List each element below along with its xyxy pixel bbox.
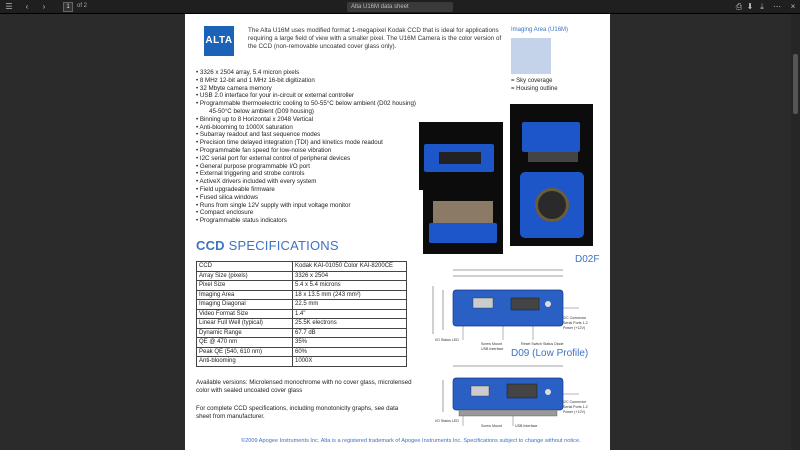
feature-item: • 8 MHz 12-bit and 1 MHz 16-bit digitization (196, 77, 426, 85)
ccd-specifications-heading: CCD SPECIFICATIONS (196, 238, 339, 253)
page-number-input[interactable]: 1 (63, 2, 73, 12)
imaging-area-key: = Sky coverage = Housing outline (511, 78, 558, 92)
feature-item: • Programmable fan speed for low-noise vibration (196, 147, 426, 155)
diagram-note: Power (+12V) (563, 326, 586, 330)
feature-item: • USB 2.0 interface for your in-circuit or external controller (196, 92, 426, 100)
spec-row (197, 300, 407, 310)
scrollbar-track[interactable] (791, 14, 800, 450)
feature-item: • Anti-blooming to 1000X saturation (196, 124, 426, 132)
spec-row (197, 347, 407, 357)
camera-photo-fins (423, 189, 503, 254)
feature-item: 45-50°C below ambient (D09 housing) (209, 107, 314, 115)
ccd-spec-table (196, 261, 407, 367)
spec-row (197, 290, 407, 300)
feature-item: • Compact enclosure (196, 209, 426, 217)
document-title-field[interactable]: Alta U16M data sheet (347, 2, 453, 12)
spec-label: Video Format Size (197, 309, 293, 319)
feature-item: • Binning up to 8 Horizontal x 2048 Vertical (196, 116, 426, 124)
spec-value: 5.4 x 5.4 microns (293, 281, 407, 291)
spec-value: 1000X (293, 357, 407, 367)
diagram-note: Serial Ports 1-2 (563, 405, 588, 409)
feature-item: • 3326 x 2504 array, 5.4 micron pixels (196, 69, 426, 77)
viewer-toolbar (0, 0, 800, 14)
spec-value: 18 x 13.5 mm (243 mm²) (293, 290, 407, 300)
imaging-area-graphic (511, 38, 551, 74)
feature-item: • External triggering and strobe controls (196, 170, 426, 178)
spec-label: Linear Full Well (typical) (197, 319, 293, 329)
diagram-note: Screw Mount (481, 342, 502, 346)
feature-item: • General purpose programmable I/O port (196, 163, 426, 171)
feature-item: • ActiveX drivers included with every system (196, 178, 426, 186)
feature-item: • Precision time delayed integration (TDI) and kinetics mode readout (196, 139, 426, 147)
diagram-label-d09: D09 (Low Profile) (511, 348, 589, 359)
spec-label: Pixel Size (197, 281, 293, 291)
spec-row (197, 262, 407, 272)
diagram-note: I/O Status LED (435, 338, 459, 342)
print-icon[interactable]: ⎙ (735, 2, 743, 11)
diagram-note: I2C Connector (563, 316, 587, 320)
camera-photo-front (419, 122, 503, 190)
spec-label: Imaging Diagonal (197, 300, 293, 310)
sidebar-toggle-icon[interactable]: ☰ (5, 2, 13, 11)
spec-label: QE @ 470 nm (197, 338, 293, 348)
spec-label: Dynamic Range (197, 328, 293, 338)
spec-row (197, 328, 407, 338)
intro-paragraph: The Alta U16M uses modified format 1-megapixel Kodak CCD that is ideal for applications requiring a large field of view with a smaller pixel. The U16M Camera is the color version of the CCD (non-removable uncoated cover glass only). (248, 27, 502, 50)
page-total-label: of 2 (77, 3, 88, 9)
spec-value: Kodak KAI-01050 Color KAI-8200CE (293, 262, 407, 272)
feature-item: • Programmable thermoelectric cooling to 50-55°C below ambient (D02 housing) (196, 100, 426, 108)
spec-label: Array Size (pixels) (197, 271, 293, 281)
close-icon[interactable]: × (790, 2, 796, 11)
diagram-note: Reset Switch Status Diode (521, 342, 564, 346)
diagram-note: USB Interface (481, 347, 504, 351)
feature-list (196, 69, 426, 225)
camera-dimension-diagram-d02f (423, 260, 603, 360)
feature-item: • Runs from single 12V supply with input voltage monitor (196, 202, 426, 210)
download-icon[interactable]: ⤓ (760, 2, 764, 11)
spec-row (197, 281, 407, 291)
spec-value: 1.4" (293, 309, 407, 319)
feature-item: • Subarray readout and fast sequence modes (196, 131, 426, 139)
camera-photo-lens (510, 164, 593, 246)
spec-value: 3326 x 2504 (293, 271, 407, 281)
feature-item: • Programmable status indicators (196, 217, 426, 225)
available-versions-text: Available versions: Microlensed monochrome with no cover glass, microlensed color with sealed uncoated cover glass (196, 379, 412, 394)
spec-row (197, 338, 407, 348)
spec-value: 67.7 dB (293, 328, 407, 338)
more-specs-text: For complete CCD specifications, including monotonicity graphs, see data sheet from manufacturer. (196, 405, 399, 420)
feature-item: • 32 Mbyte camera memory (196, 85, 426, 93)
spec-label: Imaging Area (197, 290, 293, 300)
next-page-icon[interactable]: › (42, 2, 46, 11)
camera-dimension-diagram-d09 (423, 360, 603, 436)
diagram-note: I/O Status LED (435, 419, 459, 423)
more-options-icon[interactable]: ⋯ (773, 2, 781, 11)
diagram-note: USB Interface (515, 424, 538, 428)
diagram-note: Power (+12V) (563, 410, 586, 414)
spec-row (197, 271, 407, 281)
scrollbar-thumb[interactable] (793, 54, 798, 114)
diagram-note: Screw Mount (481, 424, 502, 428)
previous-page-icon[interactable]: ‹ (25, 2, 29, 11)
feature-item: • Fused silica windows (196, 194, 426, 202)
alta-logo: ALTA (204, 26, 234, 56)
spec-value: 35% (293, 338, 407, 348)
spec-label: Anti-blooming (197, 357, 293, 367)
spec-row (197, 357, 407, 367)
spec-row (197, 309, 407, 319)
spec-label: CCD (197, 262, 293, 272)
spec-label: Peak QE (540, 610 nm) (197, 347, 293, 357)
diagram-note: I2C Connector (563, 400, 587, 404)
diagram-note: Serial Ports 1-2 (563, 321, 588, 325)
spec-value: 25.5K electrons (293, 319, 407, 329)
spec-value: 60% (293, 347, 407, 357)
page-footer: ©2009 Apogee Instruments Inc. Alta is a registered trademark of Apogee Instruments Inc. Specifications subject to change without notice. (241, 438, 581, 444)
spec-value: 22.5 mm (293, 300, 407, 310)
imaging-area-title: Imaging Area (U16M) (511, 27, 569, 33)
feature-item: • Field upgradeable firmware (196, 186, 426, 194)
feature-item: • I2C serial port for external control of peripheral devices (196, 155, 426, 163)
pdf-page (185, 14, 610, 450)
spec-row (197, 319, 407, 329)
save-icon[interactable]: ⬇ (746, 2, 754, 11)
diagram-label-d02f: D02F (575, 254, 600, 265)
